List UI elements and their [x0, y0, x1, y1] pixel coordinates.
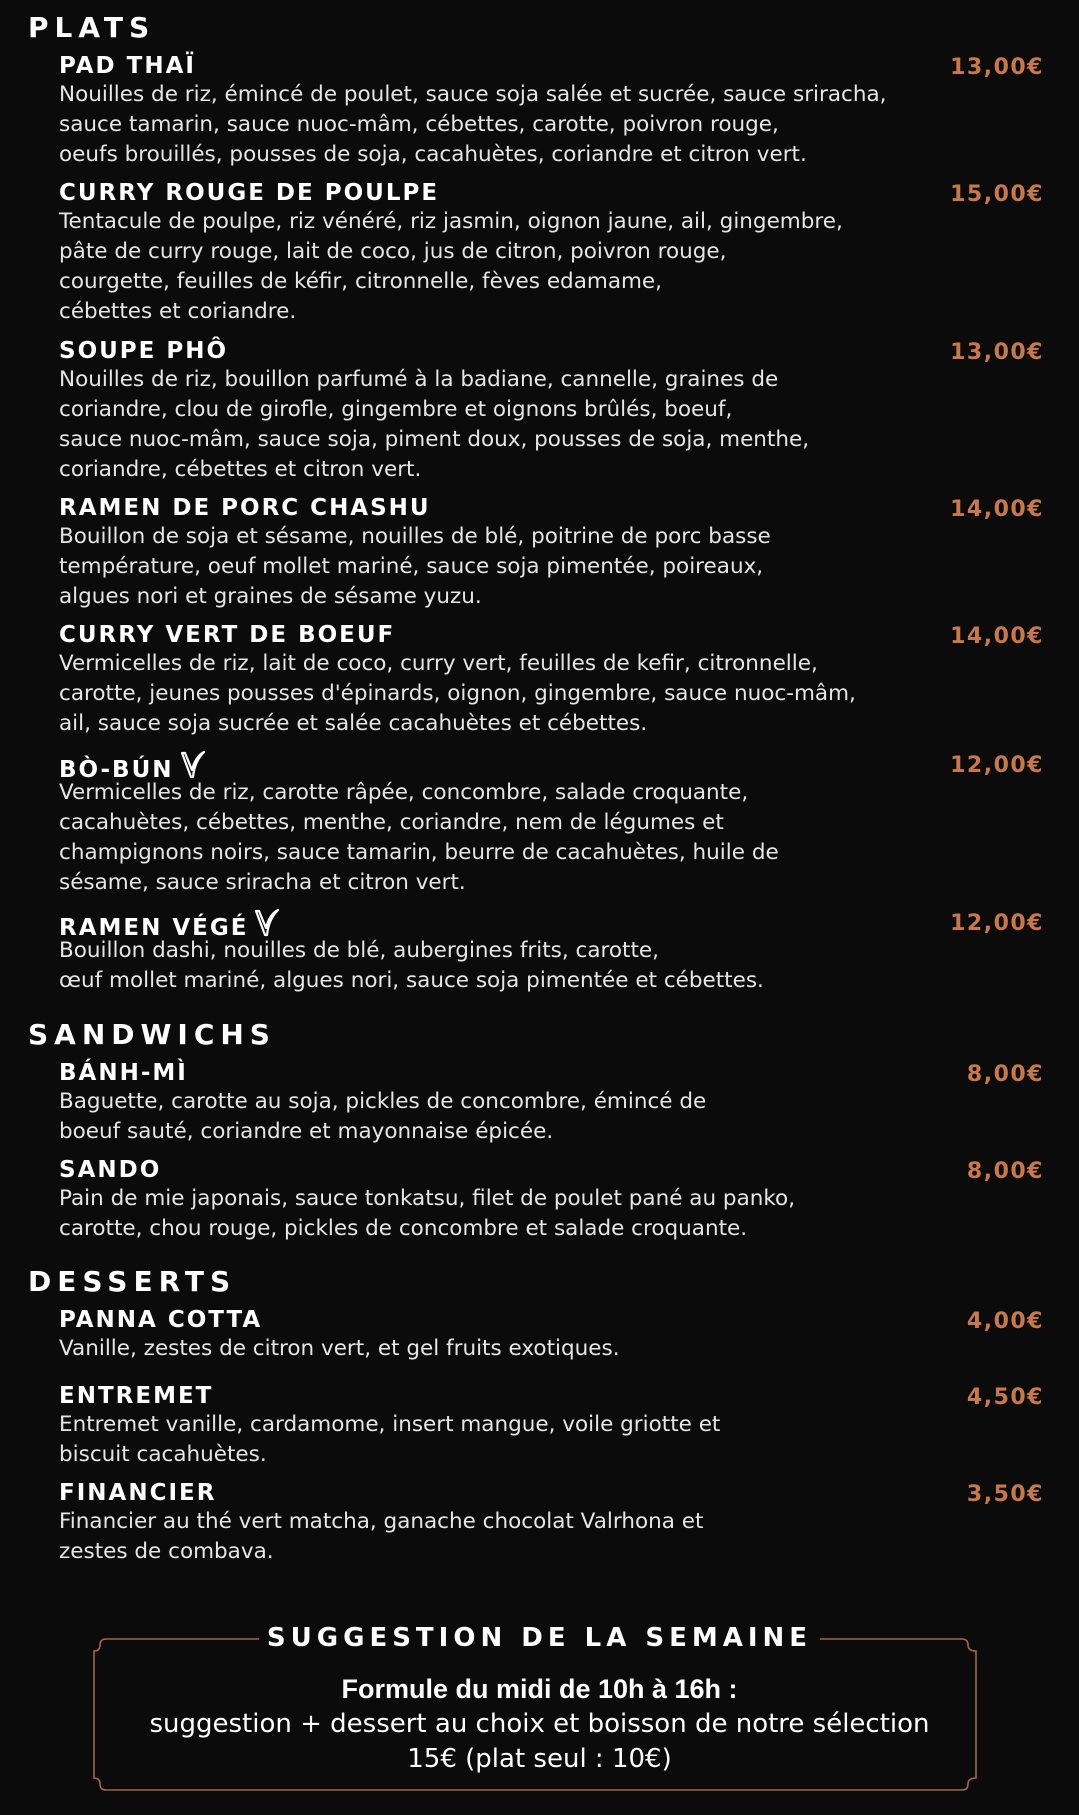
- menu-item-panna-cotta: [59, 1306, 1044, 1364]
- menu-item-sando: [59, 1156, 1044, 1244]
- item-price: 15,00€: [950, 182, 1044, 207]
- item-name: RAMEN DE PORC CHASHU: [59, 495, 431, 521]
- menu-item-ramen-porc: [59, 494, 1044, 612]
- menu-item-financier: [59, 1479, 1044, 1567]
- item-price: 8,00€: [966, 1062, 1044, 1087]
- item-price: 14,00€: [950, 497, 1044, 522]
- section-title-desserts: DESSERTS: [28, 1265, 237, 1298]
- menu-item-pad-thai: [59, 52, 1044, 170]
- item-name: CURRY VERT DE BOEUF: [59, 622, 396, 648]
- item-name: SOUPE PHÔ: [59, 338, 229, 364]
- suggestion-formula-heading: Formule du midi de 10h à 16h :: [341, 1674, 738, 1704]
- item-name: [59, 750, 206, 787]
- menu-item-curry-rouge: [59, 179, 1044, 327]
- item-price: 3,50€: [966, 1482, 1044, 1507]
- item-price: 13,00€: [950, 340, 1044, 365]
- item-description: Financier au thé vert matcha, ganache chocolat Valrhona et zestes de combava.: [59, 1509, 704, 1564]
- suggestion-formula-price: 15€ (plat seul : 10€): [407, 1744, 672, 1774]
- item-name-text: BÒ-BÚN: [59, 757, 174, 783]
- item-price: 12,00€: [950, 911, 1044, 936]
- item-description: Pain de mie japonais, sauce tonkatsu, filet de poulet pané au panko, carotte, chou rouge, pickles de concombre et salade croquante.: [59, 1186, 796, 1241]
- item-name: CURRY ROUGE DE POULPE: [59, 180, 440, 206]
- item-description: Entremet vanille, cardamome, insert mangue, voile griotte et biscuit cacahuètes.: [59, 1412, 721, 1467]
- item-price: 8,00€: [966, 1159, 1044, 1184]
- menu-item-soupe-pho: [59, 337, 1044, 485]
- item-description: Baguette, carotte au soja, pickles de concombre, émincé de boeuf sauté, coriandre et mayonnaise épicée.: [59, 1089, 707, 1144]
- leaf-v-icon: [254, 908, 280, 945]
- item-description: Nouilles de riz, bouillon parfumé à la badiane, cannelle, graines de coriandre, clou de girofle, gingembre et oignons brûlés, boeuf, sauce nuoc-mâm, sauce soja, piment doux, pousses de soja, menthe, coriandre, cébettes et citron vert.: [59, 367, 810, 482]
- item-description: Vermicelles de riz, lait de coco, curry vert, feuilles de kefir, citronnelle, carotte, jeunes pousses d'épinards, oignon, gingembre, sauce nuoc-mâm, ail, sauce soja sucrée et salée cacahuètes et cébettes.: [59, 651, 856, 736]
- leaf-v-icon: [180, 750, 206, 787]
- item-name: [59, 908, 280, 945]
- item-description: Bouillon dashi, nouilles de blé, aubergines frits, carotte, œuf mollet mariné, algues nori, sauce soja pimentée et cébettes.: [59, 938, 764, 993]
- item-name: PAD THAÏ: [59, 53, 196, 79]
- item-name-text: RAMEN VÉGÉ: [59, 915, 249, 941]
- item-description: Tentacule de poulpe, riz vénéré, riz jasmin, oignon jaune, ail, gingembre, pâte de curry rouge, lait de coco, jus de citron, poivron rouge, courgette, feuilles de kéfir, citronnelle, fèves edamame, cébettes et coriandre.: [59, 209, 843, 324]
- menu-item-curry-vert: [59, 621, 1044, 739]
- item-price: 12,00€: [950, 753, 1044, 778]
- suggestion-formula-details: suggestion + dessert au choix et boisson de notre sélection: [149, 1709, 930, 1739]
- menu-item-ramen-vege: [59, 908, 1044, 996]
- item-name: ENTREMET: [59, 1383, 214, 1409]
- item-name: BÁNH-MÌ: [59, 1060, 188, 1086]
- menu-item-bo-bun: [59, 750, 1044, 898]
- section-title-sandwichs: SANDWICHS: [28, 1018, 276, 1051]
- item-price: 4,00€: [966, 1309, 1044, 1334]
- item-name: FINANCIER: [59, 1480, 217, 1506]
- item-name: SANDO: [59, 1157, 162, 1183]
- item-name: PANNA COTTA: [59, 1307, 263, 1333]
- item-price: 4,50€: [966, 1385, 1044, 1410]
- item-description: Vanille, zestes de citron vert, et gel fruits exotiques.: [59, 1336, 620, 1361]
- section-title-plats: PLATS: [28, 11, 156, 44]
- menu-item-banh-mi: [59, 1059, 1044, 1147]
- item-description: Bouillon de soja et sésame, nouilles de blé, poitrine de porc basse température, oeuf mollet mariné, sauce soja pimentée, poireaux, algues nori et graines de sésame yuzu.: [59, 524, 771, 609]
- item-description: Nouilles de riz, émincé de poulet, sauce soja salée et sucrée, sauce sriracha, sauce tamarin, sauce nuoc-mâm, cébettes, carotte, poivron rouge, oeufs brouillés, pousses de soja, cacahuètes, coriandre et citron vert.: [59, 82, 887, 167]
- menu-item-entremet: [59, 1382, 1044, 1470]
- item-price: 13,00€: [950, 55, 1044, 80]
- item-description: Vermicelles de riz, carotte râpée, concombre, salade croquante, cacahuètes, cébettes, menthe, coriandre, nem de légumes et champignons noirs, sauce tamarin, beurre de cacahuètes, huile de sésame, sauce sriracha et citron vert.: [59, 780, 779, 895]
- item-price: 14,00€: [950, 624, 1044, 649]
- suggestion-title: SUGGESTION DE LA SEMAINE: [0, 1623, 1079, 1653]
